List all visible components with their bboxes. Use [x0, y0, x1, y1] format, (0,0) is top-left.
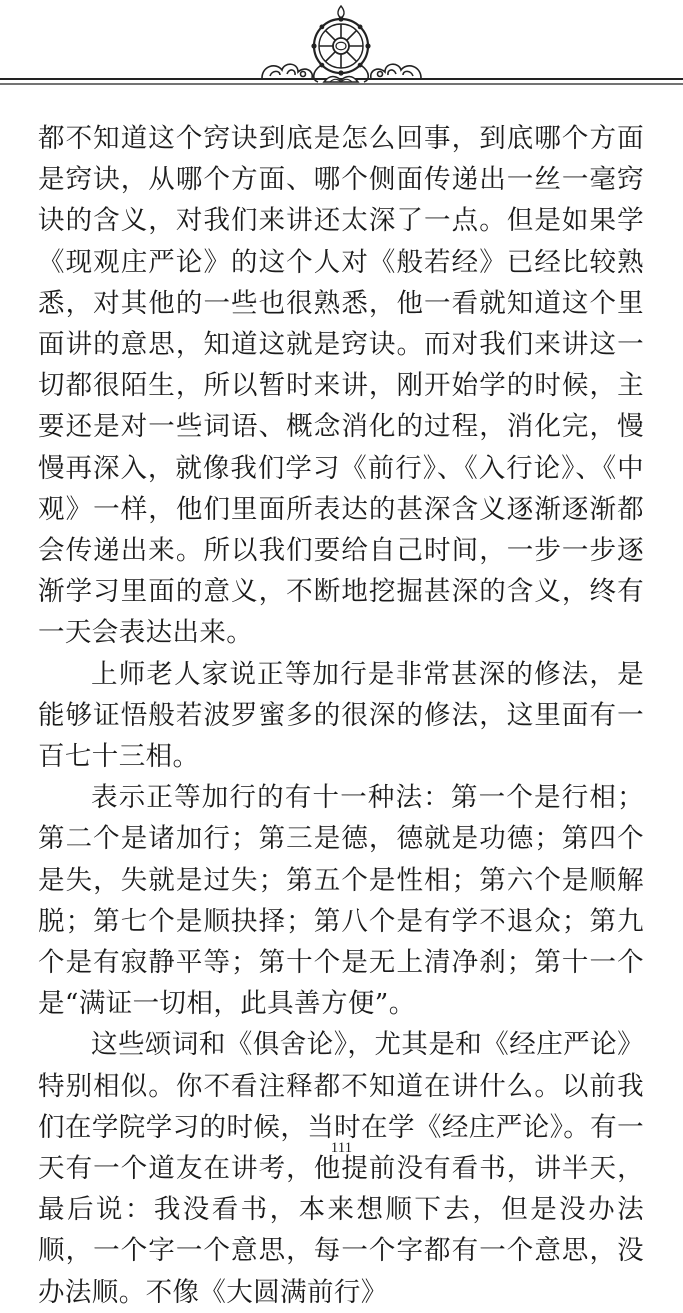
paragraph-3: 表示正等加行的有十一种法：第一个是行相；第二个是诸加行；第三是德，德就是功德；第四个是失，失就是过失；第五个是性相；第六个是顺解脱；第七个是顺抉择；第八个是有学不退众；第九个是有寂静平等；第十个是无上清净刹；第十一个是“满证一切相，此具善方便”。 [38, 782, 644, 1020]
dharma-wheel-icon [311, 6, 370, 82]
paragraph-1: 都不知道这个窍诀到底是怎么回事，到底哪个方面是窍诀，从哪个方面、哪个侧面传递出一丝一毫窍诀的含义，对我们来讲还太深了一点。但是如果学《现观庄严论》的这个人对《般若经》已经比较熟悉，对其他的一些也很熟悉，他一看就知道这个里面讲的意思，知道这就是窍诀。而对我们来讲这一切都很陌生，所以暂时来讲，刚开始学的时候，主要还是对一些词语、概念消化的过程，消化完，慢慢再深入，就像我们学习《前行》、《入行论》、《中观》一样，他们里面所表达的甚深含义逐渐逐渐都会传递出来。所以我们要给自己时间，一步一步逐渐学习里面的意义，不断地挖掘甚深的含义，终有一天会表达出来。 [38, 123, 644, 649]
paragraph-2: 上师老人家说正等加行是非常甚深的修法，是能够证悟般若波罗蜜多的很深的修法，这里面有一百七十三相。 [38, 658, 644, 773]
header-ornament [0, 0, 683, 100]
cloud-left-icon [262, 64, 312, 78]
page-number: 111 [330, 1140, 353, 1156]
page-body [38, 118, 644, 1313]
paragraph-4: 这些颂词和《俱舍论》，尤其是和《经庄严论》特别相似。你不看注释都不知道在讲什么。以前我们在学院学习的时候，当时在学《经庄严论》。有一天有一个道友在讲考，他提前没有看书，讲半天，最后说：我没看书，本来想顺下去，但是没办法顺，一个字一个意思，每一个字都有一个意思，没办法顺。不像《大圆满前行》 [38, 1029, 644, 1308]
cloud-right-icon [371, 64, 421, 78]
page-header [0, 0, 683, 100]
